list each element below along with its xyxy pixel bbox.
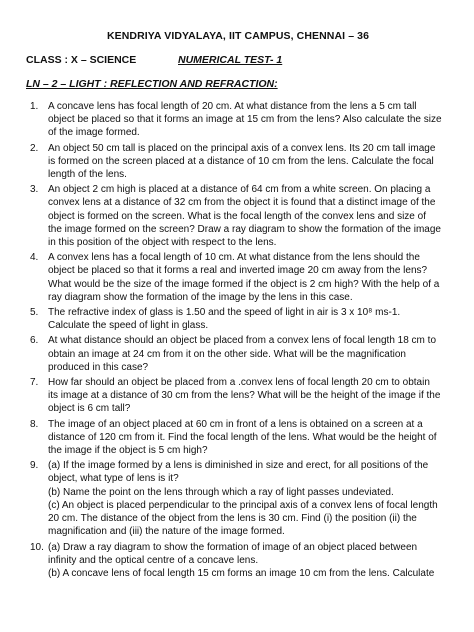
test-title: NUMERICAL TEST- 1 <box>178 54 283 66</box>
question-line: (b) A concave lens of focal length 15 cm forms an image 10 cm from the lens. Calculate <box>48 567 435 579</box>
question-number: 5. <box>30 307 39 319</box>
question-item <box>26 376 442 416</box>
class-label: CLASS : X – SCIENCE <box>26 54 137 66</box>
question-number: 8. <box>30 418 39 430</box>
chapter-heading: LN – 2 – LIGHT : REFLECTION AND REFRACTION: <box>26 78 278 90</box>
question-line: A convex lens has a focal length of 10 cm. At what distance from the lens should the object be placed so that it forms a real and inverted image 20 cm away from the lens? What would be the size of the image formed if the object is 2 cm high? With the help of a ray diagram show the formation of the image by the lens in this case. <box>48 252 440 303</box>
question-text <box>48 251 442 304</box>
question-line: The refractive index of glass is 1.50 and the speed of light in air is 3 x 10⁸ ms-1. Calculate the speed of light in glass. <box>48 307 401 332</box>
question-item <box>26 459 442 538</box>
question-text <box>48 376 442 416</box>
question-item <box>26 183 442 249</box>
question-text <box>48 100 442 140</box>
question-line: At what distance should an object be placed from a convex lens of focal length 18 cm to obtain an image at 24 cm from it on the other side. What will be the magnification produced in this case? <box>48 335 437 373</box>
question-line: (c) An object is placed perpendicular to the principal axis of a convex lens of focal length 20 cm. The distance of the object from the lens is 30 cm. Find (i) the position (ii) the magnification and (iii) the nature of the image formed. <box>48 499 438 538</box>
question-item <box>26 100 442 140</box>
question-number: 4. <box>30 252 39 264</box>
question-text <box>48 459 442 538</box>
question-line: An object 50 cm tall is placed on the principal axis of a convex lens. Its 20 cm tall image is formed on the screen placed at a distance of 10 cm from the lens. Calculate the focal length of the lens. <box>48 142 436 181</box>
question-number: 2. <box>30 142 39 154</box>
question-number: 7. <box>30 377 39 389</box>
question-number: 1. <box>30 101 39 112</box>
question-text <box>48 142 442 182</box>
meta-row <box>26 54 442 66</box>
question-item <box>26 251 442 304</box>
question-text <box>48 183 442 249</box>
question-item <box>26 334 442 374</box>
question-line: An object 2 cm high is placed at a distance of 64 cm from a white screen. On placing a convex lens at a distance of 32 cm from the object it is found that a distinct image of the object is formed on the screen. What is the focal length of the convex lens and size of the image formed on the screen? Draw a ray diagram to show the formation of the image in this position of the object with respect to the lens. <box>48 184 441 249</box>
question-text <box>48 418 442 458</box>
question-item <box>26 142 442 182</box>
question-number: 9. <box>30 460 39 472</box>
question-line: (a) If the image formed by a lens is diminished in size and erect, for all positions of the object, what type of lens is it? <box>48 460 429 485</box>
question-text <box>48 306 442 332</box>
school-heading: KENDRIYA VIDYALAYA, IIT CAMPUS, CHENNAI – 36 <box>106 30 370 42</box>
question-line: How far should an object be placed from a .convex lens of focal length 20 cm to obtain its image at a distance of 30 cm from the lens? What will be the height of the image if the object is 6 cm tall? <box>48 377 441 415</box>
question-text <box>48 541 442 581</box>
question-item <box>26 306 442 332</box>
question-number: 3. <box>30 184 39 196</box>
question-number: 10. <box>30 541 44 553</box>
question-item <box>26 541 442 581</box>
question-line: A concave lens has focal length of 20 cm. At what distance from the lens a 5 cm tall object be placed so that it forms an image at 15 cm from the lens? Also calculate the size of the image formed. <box>48 101 442 139</box>
question-line: The image of an object placed at 60 cm in front of a lens is obtained on a screen at a distance of 120 cm from it. Find the focal length of the lens. What would be the height of the image if the object is 5 cm high? <box>48 418 437 457</box>
question-line: (b) Name the point on the lens through which a ray of light passes undeviated. <box>48 486 394 498</box>
question-text <box>48 334 442 374</box>
question-item <box>26 418 442 458</box>
question-line: (a) Draw a ray diagram to show the formation of image of an object placed between infinity and the optical centre of a concave lens. <box>48 541 418 566</box>
question-list <box>26 100 442 580</box>
question-number: 6. <box>30 335 39 347</box>
